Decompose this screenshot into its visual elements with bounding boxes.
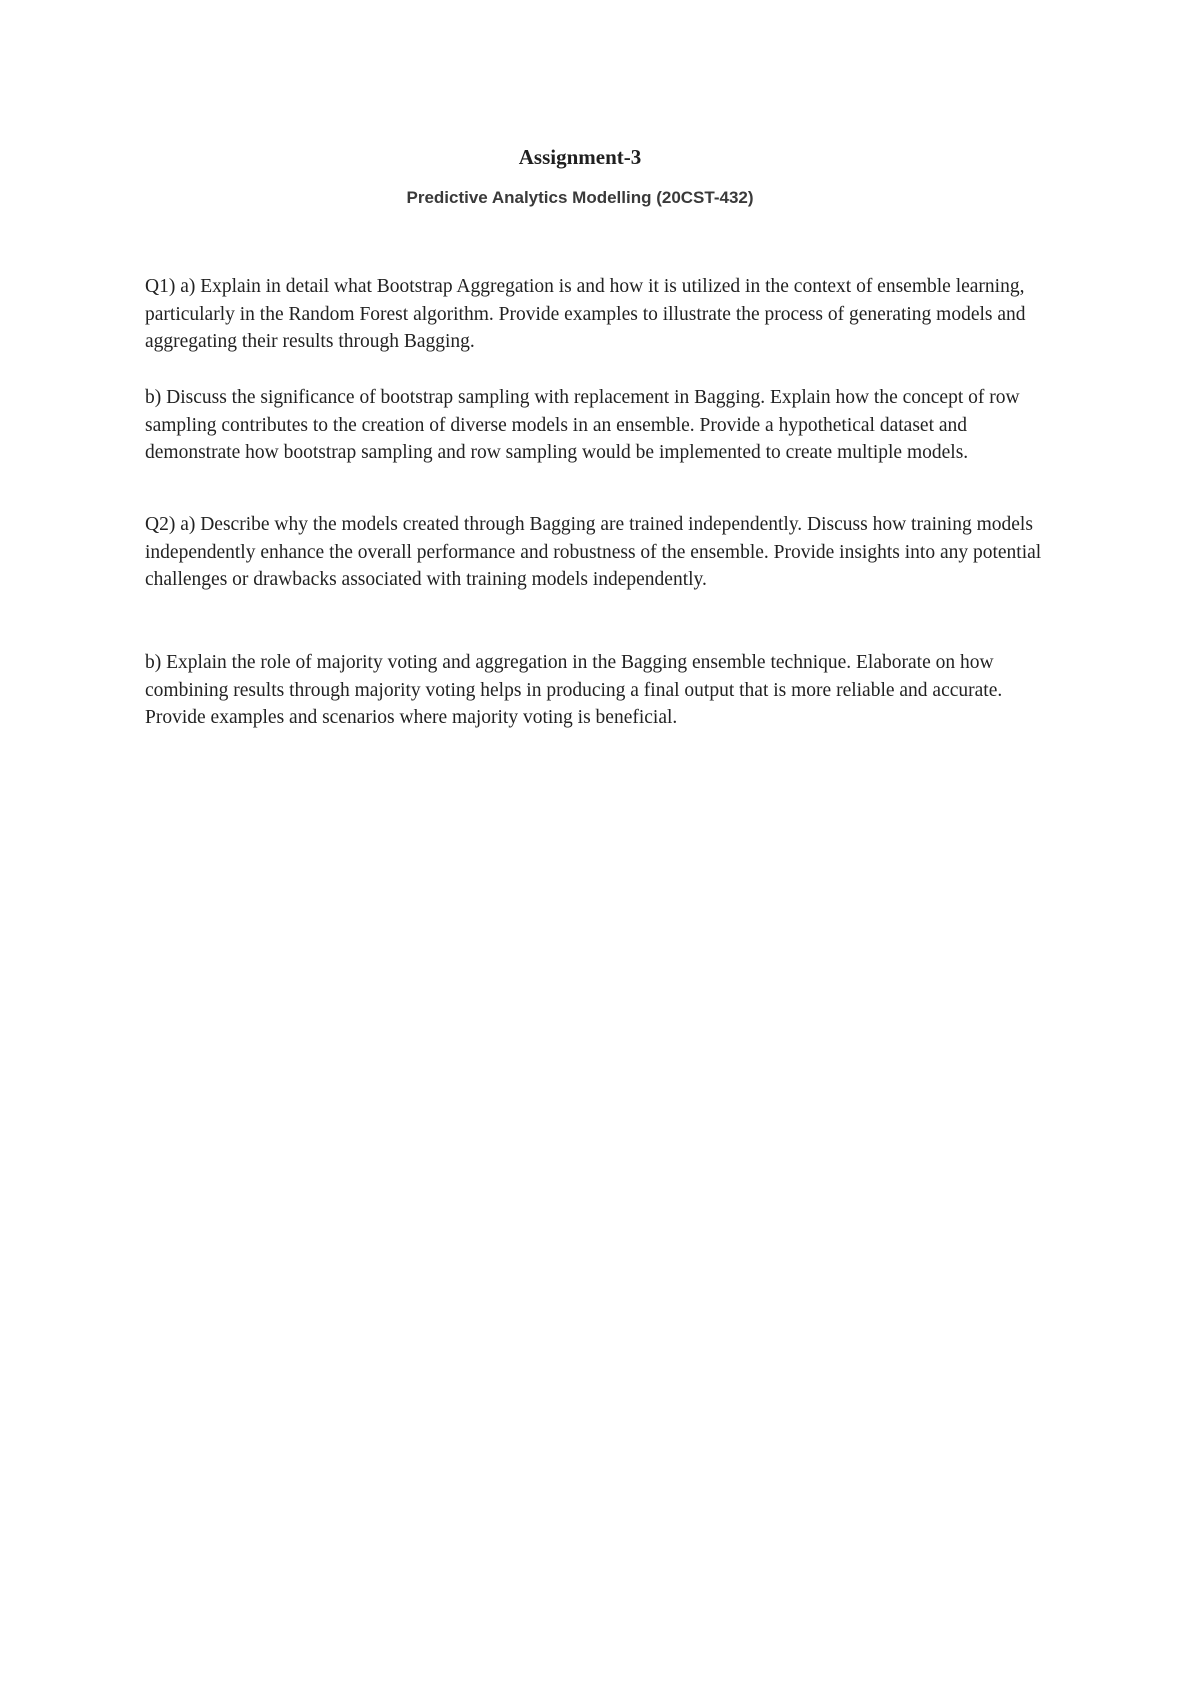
question-1b: b) Discuss the significance of bootstrap sampling with replacement in Bagging. Explain how the concept of row sampling contributes to the creation of diverse models in an ensemble. Provide a hypothetical dataset and demonstrate how bootstrap sampling and row sampling would be implemented to create multiple models. bbox=[145, 387, 1020, 464]
question-1a: Q1) a) Explain in detail what Bootstrap Aggregation is and how it is utilized in the context of ensemble learning, particularly in the Random Forest algorithm. Provide examples to illustrate the process of generating models and aggregating their results through Bagging. bbox=[145, 276, 1026, 353]
document-subtitle: Predictive Analytics Modelling (20CST-432) bbox=[406, 188, 754, 207]
document-title: Assignment-3 bbox=[518, 145, 642, 169]
question-2a: Q2) a) Describe why the models created through Bagging are trained independently. Discuss how training models independently enhance the overall performance and robustness of the ensemble. Provide insights into any potential challenges or drawbacks associated with training models independently. bbox=[145, 514, 1042, 591]
question-2b: b) Explain the role of majority voting and aggregation in the Bagging ensemble technique. Elaborate on how combining results through majority voting helps in producing a final output that is more reliable and accurate. Provide examples and scenarios where majority voting is beneficial. bbox=[145, 652, 1003, 729]
